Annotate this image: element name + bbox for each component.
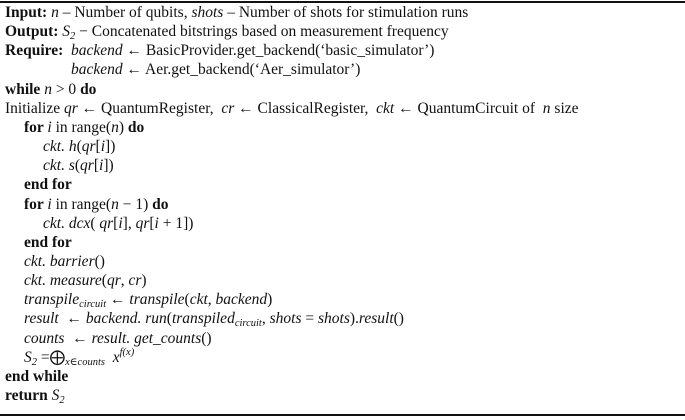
math-term: counts bbox=[24, 329, 65, 347]
text: = bbox=[301, 310, 318, 328]
algorithm-line bbox=[5, 80, 96, 99]
text: ( bbox=[166, 310, 172, 328]
algorithm-line bbox=[24, 309, 404, 328]
math-term: transpiled bbox=[171, 310, 235, 328]
math-term: 2 bbox=[70, 31, 76, 43]
algorithm-line bbox=[24, 329, 212, 348]
text: ]) bbox=[103, 157, 114, 175]
math-term: n bbox=[111, 118, 119, 136]
text: [ bbox=[113, 214, 119, 232]
keyword: do bbox=[80, 80, 97, 98]
algorithm-line bbox=[43, 156, 114, 175]
math-term: cr bbox=[128, 272, 142, 290]
text: [ bbox=[93, 157, 99, 175]
math-term: x∈counts bbox=[65, 356, 105, 368]
text: ← QuantumCircuit of bbox=[394, 99, 543, 117]
math-term: backend. run bbox=[85, 310, 167, 328]
text: , bbox=[207, 291, 216, 309]
algorithm-line bbox=[5, 99, 579, 118]
math-term: backend bbox=[71, 42, 123, 60]
keyword: for bbox=[24, 195, 48, 213]
text: − 1) bbox=[118, 195, 153, 213]
math-term: qr bbox=[99, 214, 114, 232]
text: ( bbox=[90, 214, 100, 232]
math-term: ckt. dcx bbox=[43, 214, 91, 232]
text: () bbox=[201, 329, 212, 347]
math-term: circuit bbox=[234, 318, 262, 330]
math-term: transpile bbox=[129, 291, 185, 309]
algorithm-line bbox=[5, 386, 65, 405]
math-term: ckt. h bbox=[43, 138, 77, 156]
algorithm-line bbox=[5, 3, 468, 22]
algorithm-line bbox=[24, 195, 169, 214]
text: ( bbox=[101, 272, 107, 290]
text: − Concatenated bitstrings based on measurement frequency bbox=[75, 23, 449, 41]
text: , bbox=[120, 272, 129, 290]
math-term: ckt bbox=[376, 99, 395, 117]
math-term: n bbox=[542, 99, 551, 117]
math-term: backend bbox=[71, 61, 123, 79]
text: in range( bbox=[51, 118, 112, 136]
text: ( bbox=[76, 138, 82, 156]
math-term: S bbox=[24, 348, 32, 366]
text: ) bbox=[141, 272, 147, 290]
algorithm-line bbox=[43, 137, 115, 156]
algorithm-line bbox=[5, 22, 449, 41]
text: () bbox=[94, 252, 105, 270]
math-term: backend bbox=[215, 291, 268, 309]
algorithm-line bbox=[24, 252, 105, 271]
math-term: transpile bbox=[24, 291, 80, 309]
text: ) bbox=[118, 118, 128, 136]
keyword: do bbox=[127, 118, 145, 136]
text: ← Aer.get_backend(‘Aer_simulator’) bbox=[122, 61, 361, 79]
math-term: n bbox=[44, 80, 52, 98]
text: – Number of shots for stimulation runs bbox=[223, 4, 469, 21]
math-term: circuit bbox=[79, 299, 107, 311]
text: ( bbox=[184, 291, 190, 309]
algorithm-line bbox=[5, 41, 434, 60]
text: ], bbox=[122, 214, 136, 232]
text: [ bbox=[149, 214, 155, 232]
text: ( bbox=[74, 157, 81, 175]
algorithm-line bbox=[71, 60, 360, 79]
keyword: while bbox=[5, 80, 45, 98]
math-term: shots bbox=[191, 4, 224, 21]
math-term: i bbox=[100, 138, 106, 156]
text: ← bbox=[64, 329, 92, 347]
text: ]) bbox=[105, 138, 116, 156]
math-term: S bbox=[62, 23, 71, 41]
math-term: S bbox=[51, 387, 60, 404]
bottom-rule bbox=[0, 414, 685, 416]
math-term: ckt. s bbox=[43, 157, 75, 175]
math-term: result bbox=[358, 310, 394, 328]
keyword: end while bbox=[5, 367, 69, 385]
math-term: i bbox=[47, 118, 52, 136]
text: in range( bbox=[51, 195, 112, 213]
math-term: 2 bbox=[59, 395, 65, 406]
text: () bbox=[393, 310, 404, 328]
text: ) bbox=[267, 291, 273, 309]
algorithm-line bbox=[43, 214, 193, 233]
math-term: result. get_counts bbox=[91, 329, 202, 347]
algorithm-line bbox=[24, 290, 272, 309]
algorithm-line bbox=[24, 348, 134, 367]
math-term: i bbox=[118, 214, 123, 232]
text: =⨁ bbox=[37, 348, 66, 366]
text: ← ClassicalRegister, bbox=[234, 99, 377, 117]
text: [ bbox=[95, 138, 101, 156]
algorithm-line bbox=[24, 175, 72, 194]
math-term: cr bbox=[221, 99, 235, 117]
text: ← bbox=[58, 310, 86, 328]
math-term: ckt. barrier bbox=[24, 252, 95, 270]
text: Initialize bbox=[5, 99, 64, 117]
keyword: Require: bbox=[5, 42, 72, 60]
algorithm-line bbox=[5, 367, 68, 386]
keyword: Input: bbox=[5, 4, 52, 21]
text: , bbox=[261, 310, 270, 328]
text: – Number of qubits, bbox=[58, 4, 192, 21]
algorithm-line bbox=[24, 233, 72, 252]
keyword: return bbox=[5, 387, 52, 404]
text: > 0 bbox=[51, 80, 81, 98]
math-term: i bbox=[154, 214, 159, 232]
math-term: qr bbox=[80, 157, 94, 175]
text: + 1]) bbox=[158, 214, 194, 232]
keyword: end for bbox=[24, 233, 72, 251]
text bbox=[105, 349, 113, 366]
math-term: qr bbox=[135, 214, 150, 232]
text: ← QuantumRegister, bbox=[77, 99, 222, 117]
math-term: i bbox=[47, 195, 52, 213]
algorithm-line bbox=[24, 118, 144, 137]
math-term: ckt. measure bbox=[24, 272, 102, 290]
math-term: n bbox=[111, 195, 119, 213]
keyword: do bbox=[152, 195, 169, 213]
math-term: qr bbox=[81, 138, 96, 156]
keyword: for bbox=[24, 118, 48, 136]
math-term: result bbox=[24, 310, 59, 328]
algorithm-line bbox=[24, 271, 147, 290]
text: ). bbox=[349, 310, 359, 328]
math-term: ckt bbox=[189, 291, 208, 309]
math-term: shots bbox=[269, 310, 302, 328]
math-term: i bbox=[99, 157, 104, 175]
math-term: n bbox=[51, 4, 59, 21]
math-term: shots bbox=[317, 310, 350, 328]
text: ← BasicProvider.get_backend(‘basic_simulator’) bbox=[122, 42, 435, 60]
math-term: qr bbox=[63, 99, 78, 117]
math-term: qr bbox=[106, 272, 121, 290]
math-term: 2 bbox=[31, 356, 37, 368]
keyword: Output: bbox=[5, 23, 63, 41]
keyword: end for bbox=[24, 176, 72, 194]
math-term: x bbox=[112, 348, 120, 366]
math-term: f(x) bbox=[119, 346, 135, 358]
text: ← bbox=[106, 291, 130, 309]
text: size bbox=[550, 99, 579, 117]
